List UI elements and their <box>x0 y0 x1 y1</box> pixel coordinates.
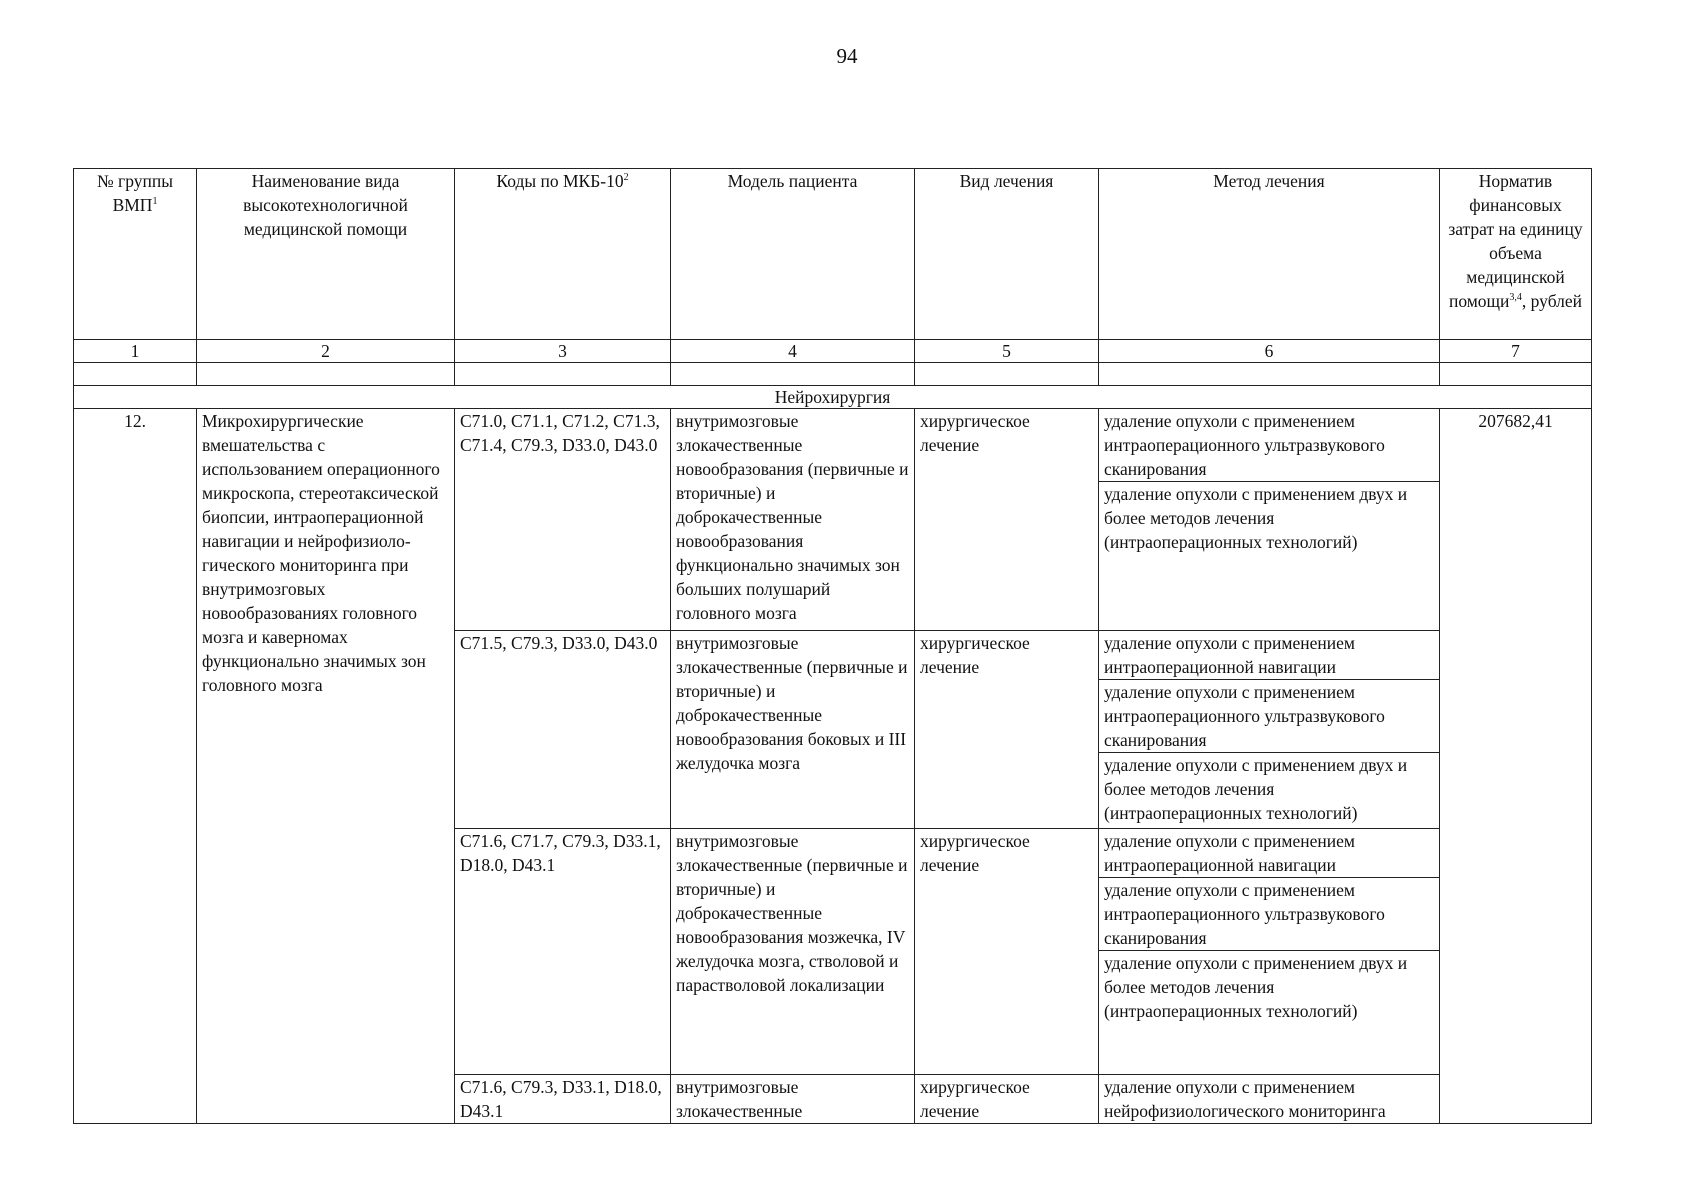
method-item: удаление опухоли с применением интраоперационного ультразвукового сканирования <box>1099 878 1439 951</box>
column-number: 6 <box>1099 340 1440 363</box>
column-number-row <box>74 340 1592 363</box>
header-treatment-method: Метод лечения <box>1099 169 1440 340</box>
column-number: 2 <box>197 340 455 363</box>
treatment-type: хирургическое лечение <box>915 829 1099 1075</box>
column-number: 5 <box>915 340 1099 363</box>
header-cost-norm: Норматив финансовых затрат на единицу объема медицинской помощи$^{3,4}$, рублей <box>1440 169 1592 340</box>
patient-model: внутримозговые злокачественные новообразования (первичные и вторичные) и доброкачественные новообразования функционально значимых зон больших полушарий головного мозга <box>671 409 915 631</box>
treatment-methods <box>1099 409 1440 631</box>
section-row <box>74 386 1592 409</box>
method-item: удаление опухоли с применением двух и более методов лечения (интраоперационных технологий) <box>1104 953 1408 1021</box>
header-treatment-type: Вид лечения <box>915 169 1099 340</box>
treatment-type: хирургическое лечение <box>915 631 1099 829</box>
method-item: удаление опухоли с применением интраоперационного ультразвукового сканирования <box>1099 409 1439 482</box>
column-number: 3 <box>455 340 671 363</box>
section-title: Нейрохирургия <box>74 386 1592 409</box>
header-group-number: № группы ВМП$^1$ <box>74 169 197 340</box>
treatment-type: хирургическое лечение <box>915 1075 1099 1124</box>
icd-codes: C71.5, C79.3, D33.0, D43.0 <box>455 631 671 829</box>
table-row <box>74 409 1592 631</box>
page-number: 94 <box>836 44 858 68</box>
method-item: удаление опухоли с применением нейрофизиологического мониторинга <box>1104 1077 1386 1121</box>
vmp-table <box>73 168 1592 1124</box>
group-name: Микрохирургические вмешательства с использованием операционного микроскопа, стереотаксической биопсии, интраоперационной навигации и нейрофизиоло-гического мониторинга при внутримозговых новообразованиях головного мозга и каверномах функционально значимых зон головного мозга <box>197 409 455 1124</box>
treatment-type: хирургическое лечение <box>915 409 1099 631</box>
patient-model: внутримозговые злокачественные <box>671 1075 915 1124</box>
treatment-methods <box>1099 829 1440 1075</box>
treatment-methods <box>1099 631 1440 829</box>
method-item: удаление опухоли с применением двух и более методов лечения (интраоперационных технологий) <box>1104 755 1408 823</box>
patient-model: внутримозговые злокачественные (первичные и вторичные) и доброкачественные новообразования мозжечка, IV желудочка мозга, стволовой и парастволовой локализации <box>671 829 915 1075</box>
cost-value: 207682,41 <box>1440 409 1592 1124</box>
icd-codes: C71.6, C71.7, C79.3, D33.1, D18.0, D43.1 <box>455 829 671 1075</box>
column-number: 1 <box>74 340 197 363</box>
method-item: удаление опухоли с применением интраоперационного ультразвукового сканирования <box>1099 680 1439 753</box>
method-item: удаление опухоли с применением двух и более методов лечения (интраоперационных технологий) <box>1104 484 1408 552</box>
column-number: 4 <box>671 340 915 363</box>
patient-model: внутримозговые злокачественные (первичные и вторичные) и доброкачественные новообразования боковых и III желудочка мозга <box>671 631 915 829</box>
header-row <box>74 169 1592 340</box>
method-item: удаление опухоли с применением интраоперационной навигации <box>1099 829 1439 878</box>
header-patient-model: Модель пациента <box>671 169 915 340</box>
treatment-methods <box>1099 1075 1440 1124</box>
icd-codes: C71.0, C71.1, C71.2, C71.3, C71.4, C79.3, D33.0, D43.0 <box>455 409 671 631</box>
method-item: удаление опухоли с применением интраоперационной навигации <box>1099 631 1439 680</box>
header-icd-codes: Коды по МКБ-$10^2$ <box>455 169 671 340</box>
header-care-type: Наименование вида высокотехнологичной медицинской помощи <box>197 169 455 340</box>
icd-codes: C71.6, C79.3, D33.1, D18.0, D43.1 <box>455 1075 671 1124</box>
blank-row <box>74 363 1592 386</box>
column-number: 7 <box>1440 340 1592 363</box>
group-number: 12. <box>74 409 197 1124</box>
